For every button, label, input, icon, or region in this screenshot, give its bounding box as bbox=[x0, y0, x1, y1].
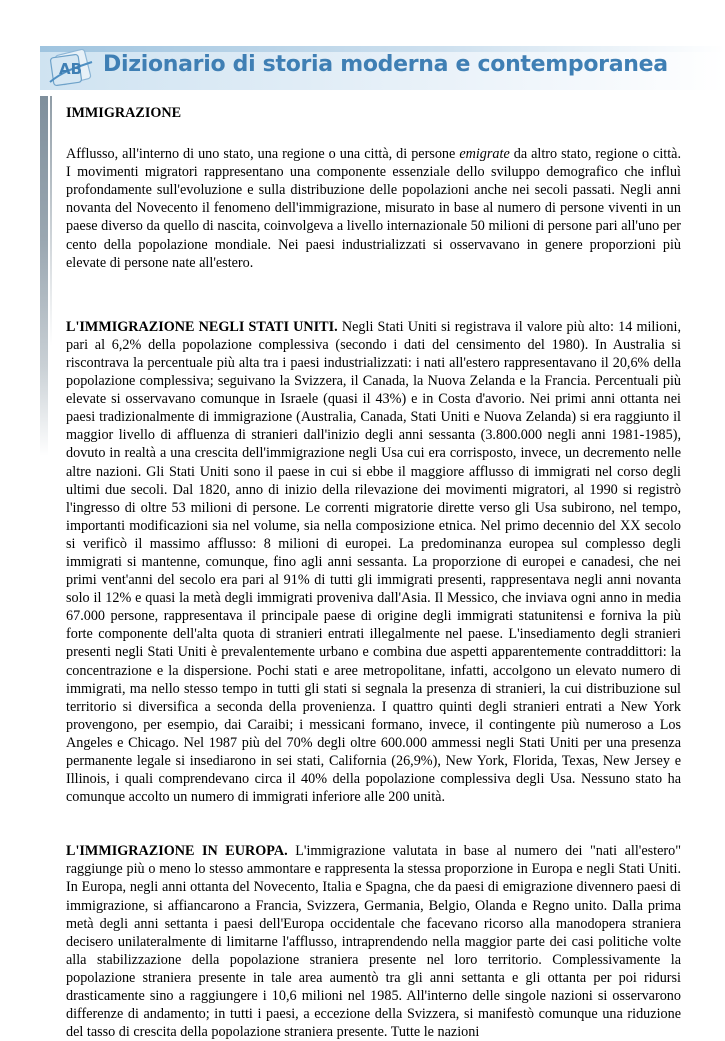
intro-emphasis: emigrate bbox=[459, 146, 510, 163]
dictionary-header bbox=[0, 40, 725, 96]
article-title: IMMIGRAZIONE bbox=[66, 105, 182, 121]
europe-section-paragraph bbox=[66, 842, 681, 1041]
left-margin-rule-thin bbox=[50, 96, 52, 346]
dictionary-logo-icon bbox=[44, 42, 96, 92]
intro-text-end: da altro stato, regione o città. I movimenti migratori rappresentano una componente essenziale dello sviluppo demografico che influì profondamente sull'evoluzione e sulla distribuzione delle popolazioni anche nei secoli passati. Negli anni novanta del Novecento il fenomeno dell'immigrazione, misurato in base al numero di persone viventi in un paese diverso da quello di nascita, coinvolgeva a livello internazionale 50 milioni di persone pari all'uno per cento della popolazione mondiale. Nei paesi industrializzati si osservavano in genere proporzioni più elevate di persone nate all'estero. bbox=[66, 146, 682, 271]
europe-section-text: L'immigrazione valutata in base al numero dei "nati all'estero" raggiunge più o meno lo stesso ammontare e rappresenta la stessa proporzione in Europa e negli Stati Uniti. In Europa, negli anni ottanta del Novecento, Italia e Spagna, che da paesi di emigrazione divennero paesi di immigrazione, si affiancarono a Francia, Svizzera, Germania, Belgio, Olanda e Regno unito. Dalla prima metà degli anni settanta i paesi dell'Europa occidentale che facevano ricorso alla manodopera straniera decisero unilateralmente di limitarne l'afflusso, intraprendendo nella maggior parte dei casi politiche volte alla stabilizzazione della popolazione straniera presente nel loro territorio. Complessivamente la popolazione straniera presente in tale area aumentò tra gli anni settanta e gli ottanta per poi ridursi drasticamente sino a raggiungere i 10,6 milioni nel 1985. All'interno delle singole nazioni si osservarono differenze di andamento; in tutti i paesi, a eccezione della Svizzera, si manifestò comunque una riduzione del tasso di crescita della popolazione straniera presente. Tutte le nazioni bbox=[66, 843, 681, 1041]
usa-section-heading: L'IMMIGRAZIONE NEGLI STATI UNITI. bbox=[66, 318, 338, 335]
article-body bbox=[66, 104, 681, 1041]
europe-section-heading: L'IMMIGRAZIONE IN EUROPA. bbox=[66, 843, 288, 860]
logo-text: AB bbox=[59, 60, 83, 78]
usa-section-text: Negli Stati Uniti si registrava il valore più alto: 14 milioni, pari al 6,2% della popolazione complessiva (secondo i dati del censimento del 1980). In Australia si riscontrava la percentuale più alta tra i paesi industrializzati: i nati all'estero rappresentavano il 20,6% della popolazione complessiva; seguivano la Svizzera, il Canada, la Nuova Zelanda e la Francia. Percentuali più elevate si osservavano comunque in Israele (quasi il 43%) e in Costa d'avorio. Nei primi anni ottanta nei paesi tradizionalmente di immigrazione (Australia, Canada, Stati Uniti e Nuova Zelanda) si era raggiunto il maggior livello di affluenza di stranieri dall'inizio degli anni sessanta (3.800.000 negli anni 1981-1985), dovuto in realtà a una crescita dell'immigrazione negli Usa cui era corrisposto, invece, un decremento nelle altre nazioni. Gli Stati Uniti sono il paese in cui si ebbe il maggiore afflusso di immigrati nel corso degli ultimi due secoli. Dal 1820, anno di inizio della rilevazione dei movimenti migratori, al 1990 si registrò l'ingresso di oltre 53 milioni di persone. Le correnti migratorie dirette verso gli Usa subirono, nel tempo, importanti modificazioni sia nel volume, sia nella composizione etnica. Nel primo decennio del XX secolo si verificò il massimo afflusso: 8 milioni di europei. La predominanza europea sul complesso degli immigrati si mantenne, comunque, fino agli anni sessanta. La proporzione di europei e canadesi, che nei primi vent'anni del secolo era pari al 91% di tutti gli immigrati presenti, rappresentava negli anni novanta solo il 12% e quasi la metà degli immigrati proveniva dall'Asia. Il Messico, che inviava ogni anno in media 67.000 persone, rappresentava il principale paese di origine degli immigrati statunitensi e forniva la più forte componente dell'alta quota di stranieri entrati illegalmente nel paese. L'insediamento degli stranieri presenti negli Stati Uniti è prevalentemente urbano e combina due aspetti apparentemente contraddittori: la concentrazione e la dispersione. Pochi stati e aree metropolitane, infatti, accolgono un elevato numero di immigrati, ma nello stesso tempo in tutti gli stati si segnala la presenza di stranieri, la cui distribuzione sul territorio si diversifica a seconda della provenienza. I quattro quinti degli stranieri entrati a New York provengono, per esempio, dai Caraibi; i messicani formano, invece, il contingente più numeroso a Los Angeles e Chicago. Nel 1987 più del 70% degli oltre 600.000 ammessi negli Stati Uniti per una presenza permanente legale si insediarono in sei stati, California (26,9%), New York, Florida, Texas, New Jersey e Illinois, i quali comprendevano circa il 40% della popolazione complessiva degli Usa. Nessuno stato ha comunque accolto un numero di immigrati inferiore alle 200 unità. bbox=[66, 318, 681, 806]
intro-text-start: Afflusso, all'interno di uno stato, una regione o una città, di persone bbox=[66, 146, 460, 163]
intro-paragraph bbox=[66, 145, 681, 272]
dictionary-title: Dizionario di storia moderna e contemporanea bbox=[103, 52, 668, 77]
usa-section-paragraph bbox=[66, 318, 681, 807]
left-margin-rule bbox=[40, 96, 48, 456]
